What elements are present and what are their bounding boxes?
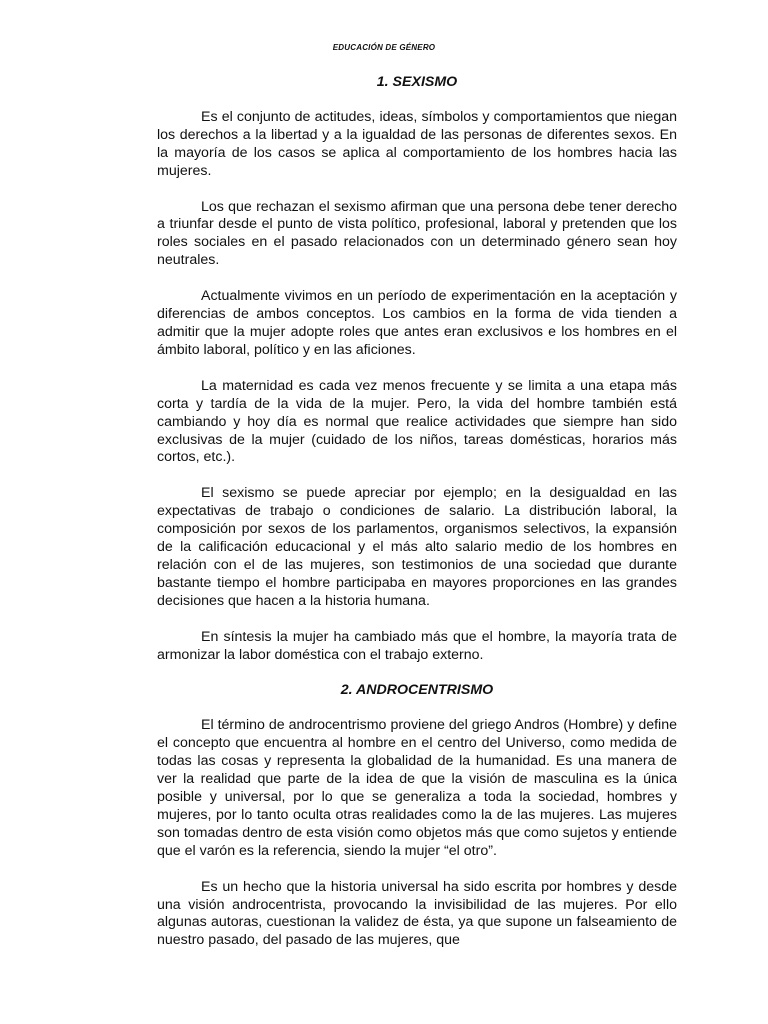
paragraph: En síntesis la mujer ha cambiado más que el hombre, la mayoría trata de armonizar la labor doméstica con el trabajo externo. (157, 628, 677, 663)
paragraph: El sexismo se puede apreciar por ejemplo; en la desigualdad en las expectativas de trabajo o condiciones de salario. La distribución laboral, la composición por sexos de los parlamentos, organismos selectivos, la expansión de la calificación educacional y el más alto salario medio de los hombres en relación con el de las mujeres, son testimonios de una sociedad que durante bastante tiempo el hombre participaba en mayores proporciones en las grandes decisiones que hacen a la historia humana. (157, 485, 677, 609)
running-header: EDUCACIÓN DE GÉNERO (332, 43, 436, 52)
paragraph: Los que rechazan el sexismo afirman que una persona debe tener derecho a triunfar desde el punto de vista político, profesional, laboral y pretenden que los roles sociales en el pasado relacionados con un determinado género sean hoy neutrales. (157, 198, 677, 269)
document-body (157, 74, 677, 968)
section-title: 2. ANDROCENTRISMO (340, 682, 494, 699)
section-sexismo (157, 74, 677, 664)
paragraph: Actualmente vivimos en un período de experimentación en la aceptación y diferencias de ambos conceptos. Los cambios en la forma de vida tienden a admitir que la mujer adopte roles que antes eran exclusivos e los hombres en el ámbito laboral, político y en las aficiones. (157, 288, 677, 358)
paragraph: Es un hecho que la historia universal ha sido escrita por hombres y desde una visión androcentrista, provocando la invisibilidad de las mujeres. Por ello algunas autoras, cuestionan la validez de ésta, ya que supone un falseamiento de nuestro pasado, del pasado de las mujeres, que (157, 878, 677, 949)
section-androcentrismo (157, 682, 677, 950)
section-title: 1. SEXISMO (376, 74, 458, 90)
paragraph: La maternidad es cada vez menos frecuente y se limita a una etapa más corta y tardía de la vida de la mujer. Pero, la vida del hombre también está cambiando y hoy día es normal que realice actividades que siempre han sido exclusivas de la mujer (cuidado de los niños, tareas domésticas, horarios más cortos, etc.). (157, 377, 677, 466)
paragraph: El término de androcentrismo proviene del griego Andros (Hombre) y define el concepto que encuentra al hombre en el centro del Universo, como medida de todas las cosas y representa la globalidad de la humanidad. Es una manera de ver la realidad que parte de la idea de que la visión de masculina es la única posible y universal, por lo que se generaliza a toda la sociedad, hombres y mujeres, por lo tanto oculta otras realidades como la de las mujeres. Las mujeres son tomadas dentro de esta visión como objetos más que como sujetos y entiende que el varón es la referencia, siendo la mujer “el otro”. (157, 717, 677, 859)
paragraph: Es el conjunto de actitudes, ideas, símbolos y comportamientos que niegan los derechos a la libertad y a la igualdad de las personas de diferentes sexos. En la mayoría de los casos se aplica al comportamiento de los hombres hacia las mujeres. (157, 108, 677, 179)
